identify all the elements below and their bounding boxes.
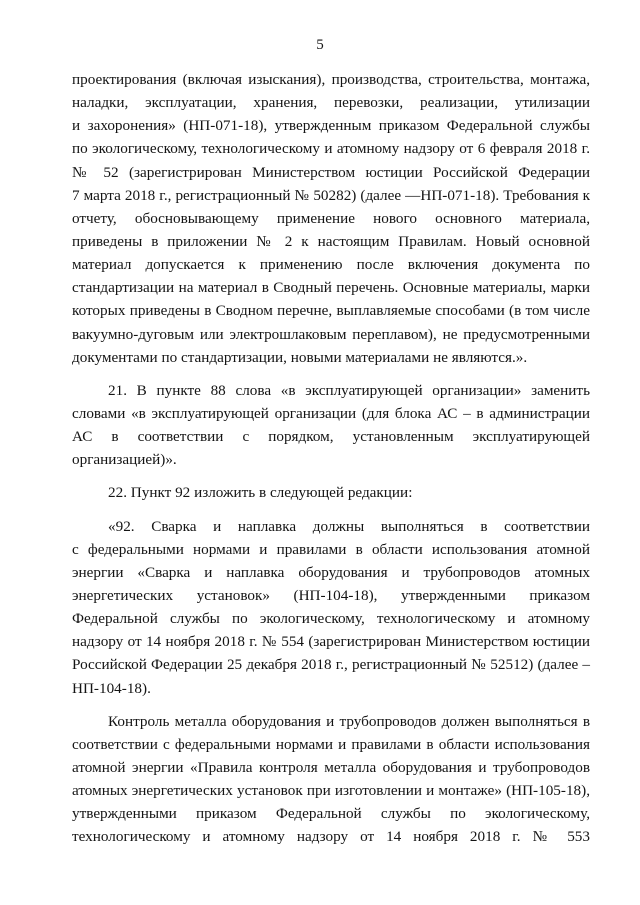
text-line: атомной энергии «Правила контроля металла оборудования и трубопроводов (72, 758, 590, 776)
text-line: Российской Федерации 25 декабря 2018 г., регистрационный № 52512) (далее – (72, 656, 590, 674)
text-line: Федеральной службы по экологическому, технологическому и атомному (72, 610, 590, 628)
paragraph-gap (72, 700, 590, 710)
text-line: и захоронения» (НП-071-18), утвержденным приказом Федеральной службы (72, 117, 590, 135)
paragraph-gap (72, 505, 590, 515)
text-line: технологическому и атомному надзору от 14 ноября 2018 г. № 553 (72, 828, 590, 846)
paragraph (72, 515, 590, 700)
text-line: с федеральными нормами и правилами в области использования атомной (72, 540, 590, 558)
text-line: которых приведены в Сводном перечне, выплавляемые способами (в том числе (72, 302, 590, 320)
text-line: соответствии с федеральными нормами и правилами в области использования (72, 735, 590, 753)
text-line: энергетических установок» (НП-104-18), утвержденными приказом (72, 586, 590, 604)
text-line: Контроль металла оборудования и трубопроводов должен выполняться в (108, 712, 590, 730)
paragraph (72, 710, 590, 849)
paragraph (72, 379, 590, 472)
text-line: утвержденными приказом Федеральной службы по экологическому, (72, 805, 590, 823)
text-line: 7 марта 2018 г., регистрационный № 50282) (далее —НП-071-18). Требования к (72, 186, 590, 204)
text-line: стандартизации на материал в Сводный перечень. Основные материалы, марки (72, 279, 590, 297)
document-body (72, 68, 590, 849)
text-line: отчету, обосновывающему применение нового основного материала, (72, 209, 590, 227)
text-line: организацией)». (72, 451, 177, 469)
text-line: словами «в эксплуатирующей организации (для блока АС – в администрации (72, 404, 590, 422)
paragraph (72, 68, 590, 369)
paragraph-gap (72, 369, 590, 379)
text-line: материал допускается к применению после включения документа по (72, 256, 590, 274)
text-line: наладки, эксплуатации, хранения, перевозки, реализации, утилизации (72, 94, 590, 112)
paragraph (72, 481, 590, 504)
paragraph-gap (72, 471, 590, 481)
text-line: № 52 (зарегистрирован Министерством юстиции Российской Федерации (72, 163, 590, 181)
text-line: 21. В пункте 88 слова «в эксплуатирующей организации» заменить (108, 381, 590, 399)
text-line: «92. Сварка и наплавка должны выполняться в соответствии (108, 517, 590, 535)
text-line: надзору от 14 ноября 2018 г. № 554 (зарегистрирован Министерством юстиции (72, 633, 590, 651)
text-line: 22. Пункт 92 изложить в следующей редакции: (108, 484, 413, 502)
page-number: 5 (316, 37, 324, 53)
text-line: приведены в приложении № 2 к настоящим Правилам. Новый основной (72, 232, 590, 250)
text-line: атомных энергетических установок при изготовлении и монтаже» (НП-105-18), (72, 782, 590, 800)
text-line: проектирования (включая изыскания), производства, строительства, монтажа, (72, 71, 590, 88)
text-line: АС в соответствии с порядком, установленным эксплуатирующей (72, 428, 590, 446)
text-line: документами по стандартизации, новыми материалами не являются.». (72, 348, 528, 366)
text-line: НП-104-18). (72, 679, 151, 697)
text-line: вакуумно-дуговым или электрошлаковым переплавом), не предусмотренными (72, 325, 590, 343)
text-line: энергии «Сварка и наплавка оборудования и трубопроводов атомных (72, 563, 590, 581)
text-line: по экологическому, технологическому и атомному надзору от 6 февраля 2018 г. (72, 140, 590, 158)
